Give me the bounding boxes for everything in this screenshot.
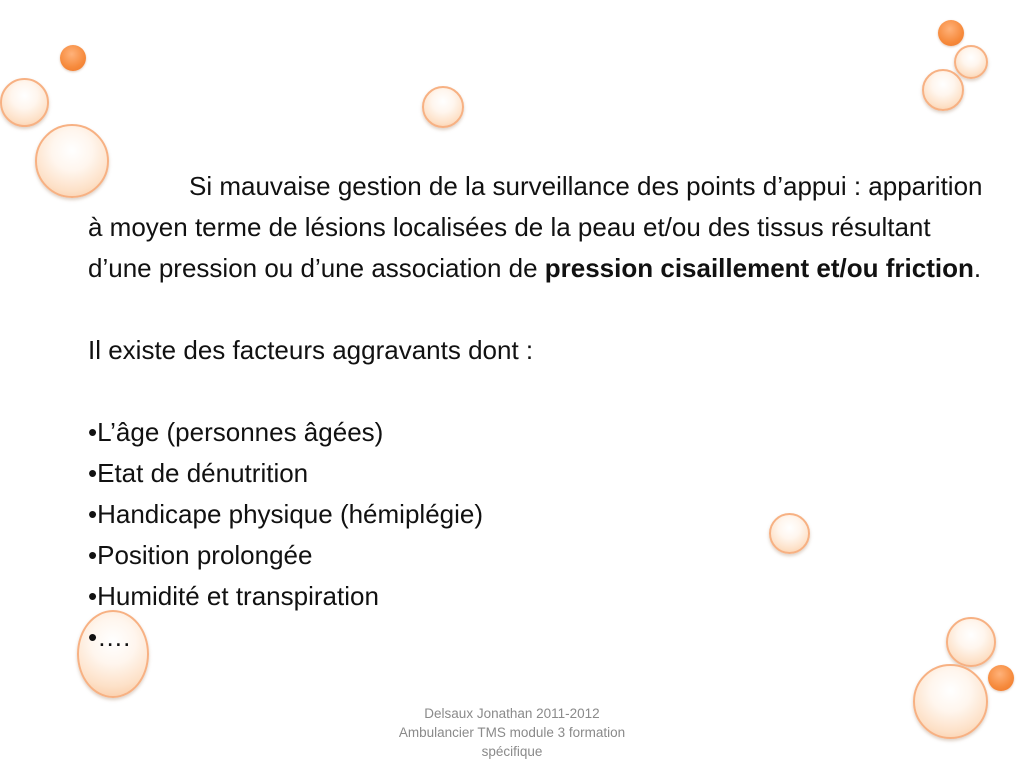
light-bubble-icon xyxy=(954,45,988,79)
orange-bubble-icon xyxy=(938,20,964,46)
light-bubble-icon xyxy=(422,86,464,128)
bullet-item: •…. xyxy=(88,622,131,652)
footer-line: Ambulancier TMS module 3 formation xyxy=(398,725,626,740)
bullet-item: •Handicape physique (hémiplégie) xyxy=(88,499,484,529)
bullet-item: •L’âge (personnes âgées) xyxy=(88,417,384,447)
light-bubble-icon xyxy=(922,69,964,111)
footer xyxy=(362,704,662,761)
bullet-item: •Position prolongée xyxy=(88,540,313,570)
bold-term: pression cisaillement et/ou friction xyxy=(544,253,974,283)
footer-line: spécifique xyxy=(481,744,543,759)
orange-bubble-icon xyxy=(988,665,1014,691)
slide-body xyxy=(88,166,988,658)
paragraph-surveillance xyxy=(88,166,988,289)
light-bubble-icon xyxy=(0,78,49,127)
light-bubble-icon xyxy=(913,664,988,739)
bullet-item: •Humidité et transpiration xyxy=(88,581,379,611)
paragraph-end: . xyxy=(973,253,982,283)
paragraph-text: Si mauvaise gestion de la surveillance des points d’appui : apparition à moyen terme de lésions localisées de la peau et/ou des tissus résultant d’une pression ou d’une association de xyxy=(88,171,983,283)
orange-bubble-icon xyxy=(60,45,86,71)
paragraph-facteurs: Il existe des facteurs aggravants dont : xyxy=(88,335,534,365)
footer-line: Delsaux Jonathan 2011-2012 xyxy=(424,706,600,721)
bullet-item: •Etat de dénutrition xyxy=(88,458,309,488)
